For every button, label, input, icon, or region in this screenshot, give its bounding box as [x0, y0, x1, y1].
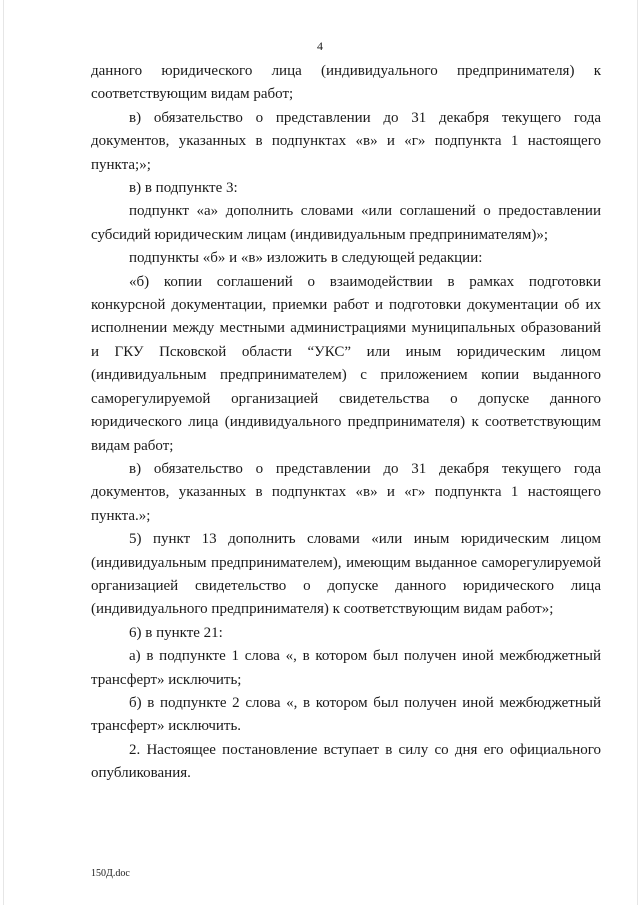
- scan-edge-right: [637, 0, 638, 905]
- paragraph-subpoint-3-heading: в) в подпункте 3:: [129, 180, 238, 197]
- document-body: [91, 60, 601, 786]
- paragraph-subpoints-b-v-heading: подпункты «б» и «в» изложить в следующей редакции:: [129, 250, 483, 267]
- footer-filename: 150Д.doc: [91, 868, 130, 879]
- paragraph-subitem-b-copies: «б) копии соглашений о взаимодействии в рамках подготовки конкурсной документации, приемки работ и подготовки документации об их исполнении между местными администрациями муниципальных образований и ГКУ Псковской области “УКС” или иным юридическим лицом (индивидуальным предпринимателем) с приложением копии выданного саморегулируемой организацией свидетельства о допуске данного юридического лица (индивидуального предпринимателя) к соответствующим видам работ;: [91, 273, 601, 454]
- paragraph-subitem-v-obligation-new: в) обязательство о представлении до 31 декабря текущего года документов, указанных в подпунктах «в» и «г» подпункта 1 настоящего пункта.»;: [91, 460, 601, 524]
- paragraph-continuation: данного юридического лица (индивидуального предпринимателя) к соответствующим видам работ;: [91, 63, 601, 103]
- page-number: 4: [317, 39, 323, 53]
- paragraph-item-6-b: б) в подпункте 2 слова «, в котором был получен иной межбюджетный трансферт» исключить.: [91, 694, 601, 735]
- paragraph-subitem-v-obligation: в) обязательство о представлении до 31 декабря текущего года документов, указанных в подпунктах «в» и «г» подпункта 1 настоящего пункта;»;: [91, 109, 601, 173]
- paragraph-item-5: 5) пункт 13 дополнить словами «или иным юридическим лицом (индивидуальным предпринимателем), имеющим выданное саморегулируемой организацией свидетельство о допуске данного юридического лица (индивидуального предпринимателя) к соответствующим видам работ»;: [91, 531, 601, 618]
- paragraph-entry-into-force: 2. Настоящее постановление вступает в силу со дня его официального опубликования.: [91, 741, 601, 782]
- paragraph-subpoint-a-amend: подпункт «а» дополнить словами «или соглашений о предоставлении субсидий юридическим лицам (индивидуальным предпринимателям)»;: [91, 203, 601, 243]
- paragraph-item-6-heading: 6) в пункте 21:: [129, 624, 223, 641]
- scan-edge-left: [3, 0, 4, 905]
- paragraph-item-6-a: а) в подпункте 1 слова «, в котором был получен иной межбюджетный трансферт» исключить;: [91, 648, 601, 688]
